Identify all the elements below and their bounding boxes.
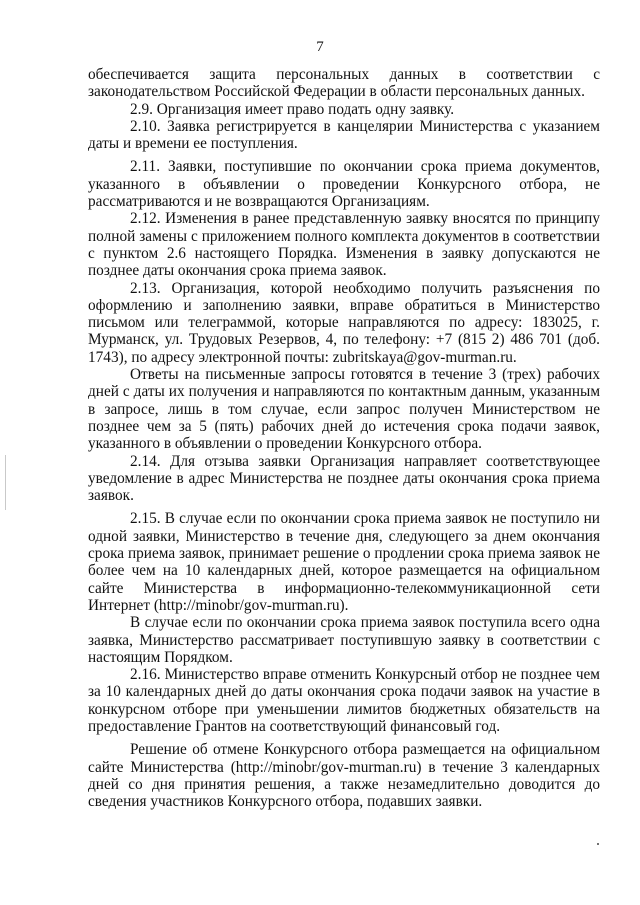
paragraph-2-10: 2.10. Заявка регистрируется в канцелярии Министерства с указанием даты и времени ее поступления. [88, 117, 600, 153]
margin-scan-mark [5, 455, 6, 510]
paragraph-2-13: 2.13. Организация, которой необходимо получить разъяснения по оформлению и заполнению заявки, вправе обратиться в Министерство письмом или телеграммой, которые направляются по адресу: 183025, г. Мурманск, ул. Трудовых Резервов, 4, по телефону: +7 (815 2) 486 701 (доб. 1743), по адресу электронной почты: zubritskaya@gov-murman.ru. [88, 279, 600, 366]
page-number: 7 [316, 39, 324, 55]
paragraph-answers: Ответы на письменные запросы готовятся в течение 3 (трех) рабочих дней с даты их получения и направляются по контактным данным, указанным в запросе, лишь в том случае, если запрос получен Министерством не позднее чем за 5 (пять) рабочих дней до истечения срока подачи заявок, указанного в объявлении о проведении Конкурсного отбора. [88, 366, 600, 453]
paragraph-2-11: 2.11. Заявки, поступившие по окончании срока приема документов, указанного в объявлении о проведении Конкурсного отбора, не рассматриваются и не возвращаются Организациям. [88, 158, 600, 211]
scan-dot [597, 843, 599, 845]
paragraph-2-9: 2.9. Организация имеет право подать одну заявку. [130, 100, 455, 118]
paragraph-2-15: 2.15. В случае если по окончании срока приема заявок не поступило ни одной заявки, Министерство в течение дня, следующего за днем окончания срока приема заявок, принимает решение о продлении срока приема заявок не более чем на 10 календарных дней, которое размещается на официальном сайте Министерства в информационно-телекоммуникационной сети Интернет (http://minobr/gov-murman.ru). [88, 510, 600, 614]
paragraph-cancellation: Решение об отмене Конкурсного отбора размещается на официальном сайте Министерства (http://minobr/gov-murman.ru) в течение 3 календарных дней со дня принятия решения, а также незамедлительно доводится до сведения участников Конкурсного отбора, подавших заявки. [88, 741, 600, 811]
paragraph-2-14: 2.14. Для отзыва заявки Организация направляет соответствующее уведомление в адрес Министерства не позднее даты окончания срока приема заявок. [88, 452, 600, 505]
paragraph-2-12: 2.12. Изменения в ранее представленную заявку вносятся по принципу полной замены с приложением полного комплекта документов в соответствии с пунктом 2.6 настоящего Порядка. Изменения в заявку допускаются не позднее даты окончания срока приема заявок. [88, 210, 600, 280]
paragraph-single-application: В случае если по окончании срока приема заявок поступила всего одна заявка, Министерство рассматривает поступившую заявку в соответствии с настоящим Порядком. [88, 614, 600, 666]
document-body [88, 66, 600, 810]
paragraph-continuation: обеспечивается защита персональных данных в соответствии с законодательством Российской Федерации в области персональных данных. [88, 66, 600, 101]
paragraph-2-16: 2.16. Министерство вправе отменить Конкурсный отбор не позднее чем за 10 календарных дней до даты окончания срока подачи заявок на участие в конкурсном отборе при уменьшении лимитов бюджетных обязательств на предоставление Грантов на соответствующий финансовый год. [88, 666, 600, 735]
